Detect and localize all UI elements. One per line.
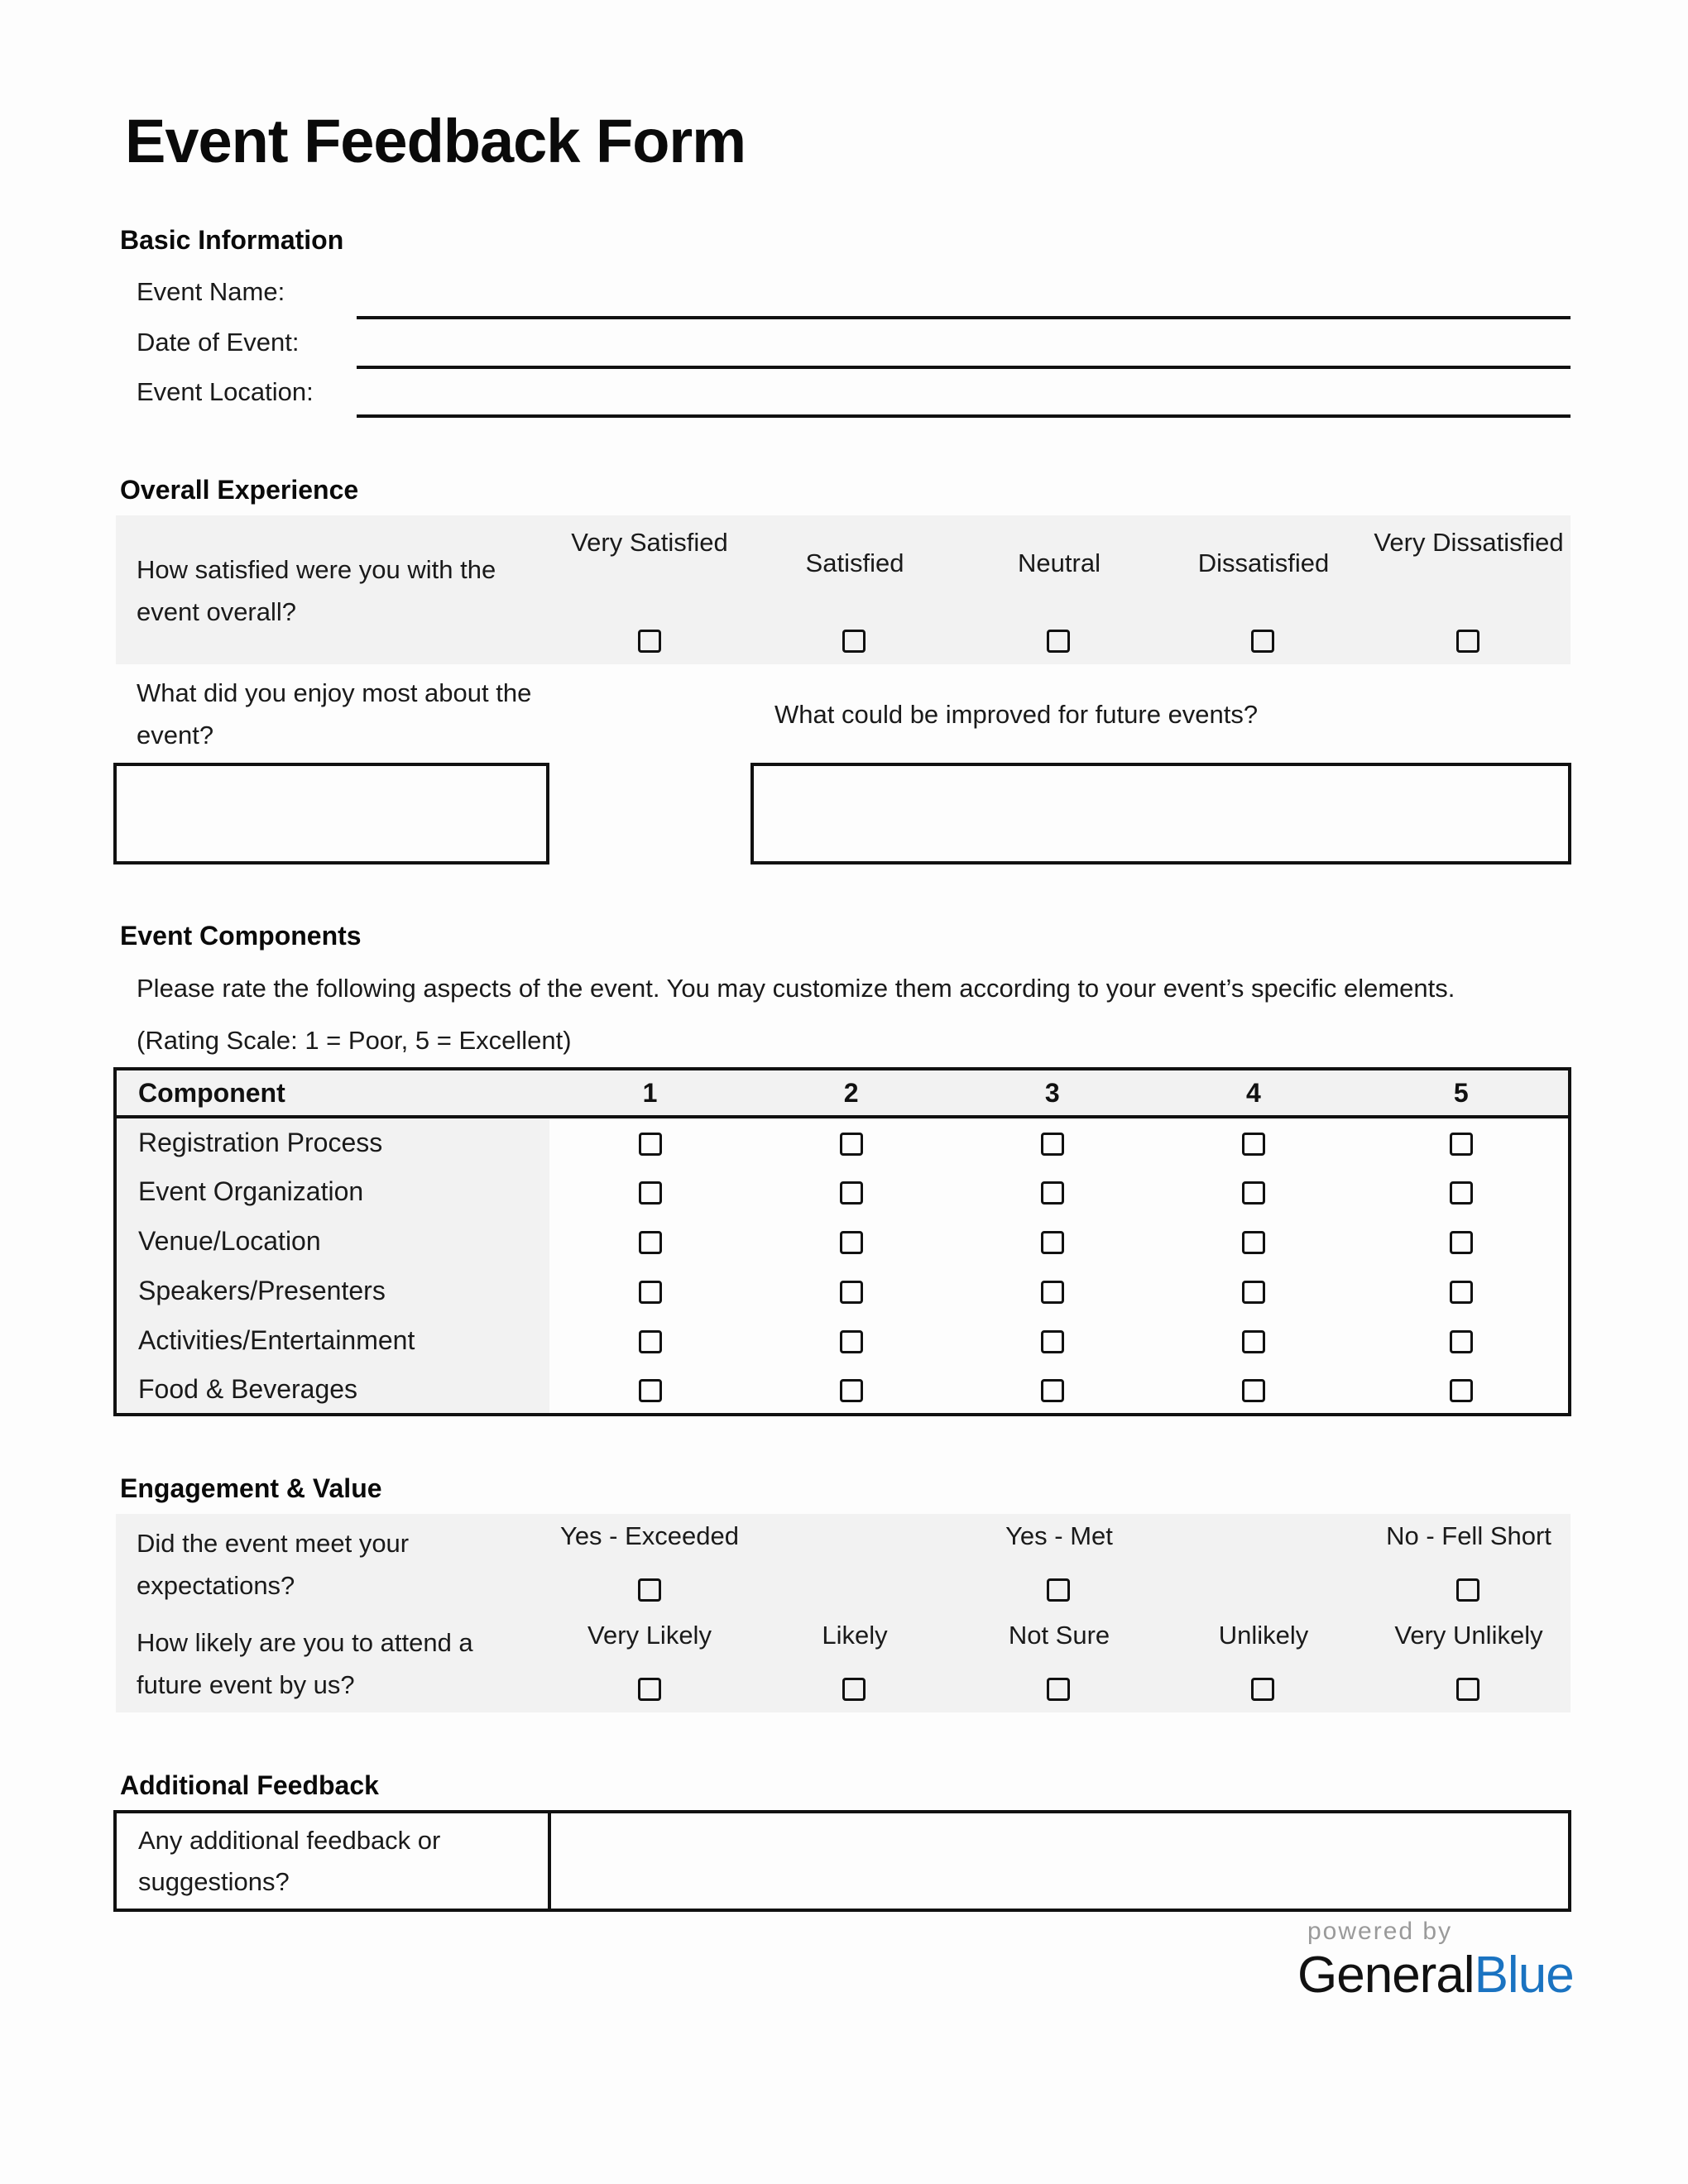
expectations-question: Did the event meet your expectations?	[137, 1529, 410, 1600]
checkbox-rating-1[interactable]	[639, 1133, 662, 1156]
checkbox-rating-5[interactable]	[1450, 1231, 1473, 1254]
powered-by-text: powered by	[1307, 1918, 1453, 1945]
checkbox-rating-1[interactable]	[639, 1330, 662, 1353]
improve-answer-box[interactable]	[750, 763, 1571, 864]
checkbox-dissatisfied[interactable]	[1251, 630, 1274, 653]
event-date-label: Date of Event:	[137, 328, 300, 357]
column-header-2: 2	[750, 1069, 952, 1117]
checkbox-likely[interactable]	[842, 1678, 866, 1701]
checkbox-rating-3[interactable]	[1041, 1330, 1064, 1353]
checkbox-rating-2[interactable]	[840, 1181, 863, 1205]
option-no-fell-short-label: No - Fell Short	[1386, 1521, 1551, 1550]
option-very-likely-label: Very Likely	[587, 1621, 712, 1650]
satisfaction-row	[116, 515, 1571, 664]
checkbox-rating-3[interactable]	[1041, 1379, 1064, 1402]
checkbox-rating-2[interactable]	[840, 1281, 863, 1304]
option-yes-met-label: Yes - Met	[1005, 1521, 1113, 1550]
checkbox-very-dissatisfied[interactable]	[1456, 630, 1479, 653]
checkbox-rating-5[interactable]	[1450, 1181, 1473, 1205]
satisfaction-question: How satisfied were you with the event overall?	[137, 555, 496, 626]
table-row	[115, 1365, 1570, 1415]
row-label-registration-process: Registration Process	[115, 1117, 549, 1166]
section-heading-additional-feedback: Additional Feedback	[120, 1770, 379, 1800]
enjoy-question: What did you enjoy most about the event?	[137, 678, 532, 750]
table-row	[115, 1216, 1570, 1266]
additional-feedback-question: Any additional feedback or suggestions?	[115, 1812, 549, 1910]
column-header-component: Component	[115, 1069, 549, 1117]
option-neutral-label: Neutral	[1018, 548, 1101, 577]
checkbox-rating-3[interactable]	[1041, 1181, 1064, 1205]
option-unlikely-label: Unlikely	[1218, 1621, 1309, 1650]
option-likely-label: Likely	[822, 1621, 888, 1650]
checkbox-no-fell-short[interactable]	[1456, 1578, 1479, 1602]
section-heading-basic-information: Basic Information	[120, 225, 344, 255]
option-yes-exceeded-label: Yes - Exceeded	[559, 1521, 739, 1550]
brand-name-general: General	[1297, 1947, 1475, 2004]
checkbox-rating-2[interactable]	[840, 1379, 863, 1402]
checkbox-rating-4[interactable]	[1242, 1281, 1265, 1304]
enjoy-answer-box[interactable]	[113, 763, 549, 864]
checkbox-satisfied[interactable]	[842, 630, 866, 653]
checkbox-yes-met[interactable]	[1047, 1578, 1070, 1602]
option-very-dissatisfied-label: Very Dissatisfied	[1374, 528, 1564, 557]
checkbox-rating-5[interactable]	[1450, 1133, 1473, 1156]
checkbox-not-sure[interactable]	[1047, 1678, 1070, 1701]
event-location-field[interactable]	[357, 414, 1571, 418]
row-label-speakers-presenters: Speakers/Presenters	[115, 1266, 549, 1315]
checkbox-very-satisfied[interactable]	[638, 630, 661, 653]
table-row	[115, 1166, 1570, 1216]
engagement-block	[116, 1514, 1571, 1712]
table-row	[115, 1315, 1570, 1365]
checkbox-rating-3[interactable]	[1041, 1133, 1064, 1156]
checkbox-rating-5[interactable]	[1450, 1330, 1473, 1353]
section-heading-event-components: Event Components	[120, 921, 362, 951]
column-header-4: 4	[1153, 1069, 1354, 1117]
section-heading-engagement-value: Engagement & Value	[120, 1473, 382, 1503]
event-date-field[interactable]	[357, 366, 1571, 369]
checkbox-neutral[interactable]	[1047, 630, 1070, 653]
checkbox-rating-4[interactable]	[1242, 1330, 1265, 1353]
checkbox-rating-4[interactable]	[1242, 1181, 1265, 1205]
checkbox-rating-2[interactable]	[840, 1133, 863, 1156]
checkbox-rating-1[interactable]	[639, 1379, 662, 1402]
checkbox-yes-exceeded[interactable]	[638, 1578, 661, 1602]
checkbox-very-unlikely[interactable]	[1456, 1678, 1479, 1701]
checkbox-rating-3[interactable]	[1041, 1281, 1064, 1304]
checkbox-rating-5[interactable]	[1450, 1379, 1473, 1402]
event-name-label: Event Name:	[137, 277, 285, 306]
generalblue-logo	[1297, 1946, 1574, 2004]
attend-question: How likely are you to attend a future event by us?	[137, 1628, 473, 1699]
checkbox-rating-4[interactable]	[1242, 1133, 1265, 1156]
checkbox-rating-3[interactable]	[1041, 1231, 1064, 1254]
option-very-unlikely-label: Very Unlikely	[1394, 1621, 1543, 1650]
row-label-event-organization: Event Organization	[115, 1166, 549, 1216]
column-header-3: 3	[952, 1069, 1153, 1117]
table-header-row	[115, 1069, 1570, 1117]
checkbox-rating-4[interactable]	[1242, 1231, 1265, 1254]
components-instructions: Please rate the following aspects of the event. You may customize them according to your event’s specific elements.	[137, 974, 1455, 1003]
option-not-sure-label: Not Sure	[1008, 1621, 1110, 1650]
column-header-1: 1	[549, 1069, 750, 1117]
components-rating-table	[113, 1067, 1571, 1416]
additional-feedback-answer-box[interactable]	[549, 1812, 1570, 1910]
checkbox-rating-5[interactable]	[1450, 1281, 1473, 1304]
table-row	[115, 1266, 1570, 1315]
section-heading-overall-experience: Overall Experience	[120, 475, 359, 505]
checkbox-rating-4[interactable]	[1242, 1379, 1265, 1402]
option-dissatisfied-label: Dissatisfied	[1197, 548, 1330, 577]
event-location-label: Event Location:	[137, 377, 314, 406]
page-title: Event Feedback Form	[125, 107, 746, 175]
checkbox-unlikely[interactable]	[1251, 1678, 1274, 1701]
event-name-field[interactable]	[357, 316, 1571, 319]
option-satisfied-label: Satisfied	[805, 548, 904, 577]
row-label-venue-location: Venue/Location	[115, 1216, 549, 1266]
checkbox-rating-1[interactable]	[639, 1231, 662, 1254]
checkbox-very-likely[interactable]	[638, 1678, 661, 1701]
checkbox-rating-1[interactable]	[639, 1281, 662, 1304]
option-very-satisfied-label: Very Satisfied	[571, 528, 728, 557]
rating-scale-note: (Rating Scale: 1 = Poor, 5 = Excellent)	[137, 1026, 572, 1055]
checkbox-rating-2[interactable]	[840, 1231, 863, 1254]
checkbox-rating-1[interactable]	[639, 1181, 662, 1205]
row-label-activities-entertainment: Activities/Entertainment	[115, 1315, 549, 1365]
checkbox-rating-2[interactable]	[840, 1330, 863, 1353]
column-header-5: 5	[1355, 1069, 1571, 1117]
improve-question: What could be improved for future events?	[774, 700, 1259, 729]
row-label-food-beverages: Food & Beverages	[115, 1365, 549, 1415]
brand-name-blue: Blue	[1474, 1947, 1574, 2004]
additional-feedback-table	[113, 1810, 1571, 1912]
table-row	[115, 1117, 1570, 1166]
